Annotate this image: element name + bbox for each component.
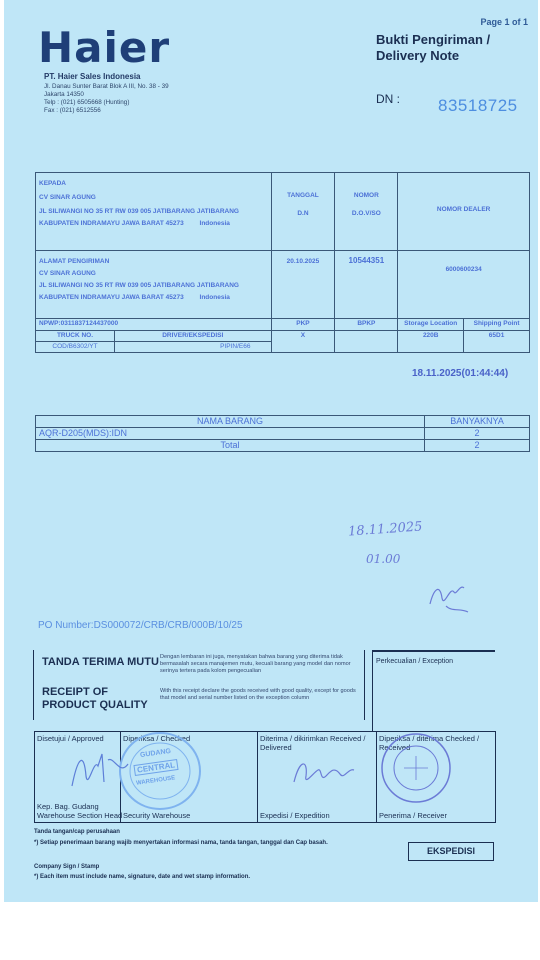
- handwritten-signature-icon: [426, 578, 474, 618]
- pkp-value-cell: [271, 331, 335, 353]
- npwp-cell: [36, 319, 272, 331]
- truck-driver-cell: [36, 331, 272, 353]
- document-title: [376, 32, 490, 64]
- ekspedisi-label: EKSPEDISI: [408, 842, 494, 861]
- item-name-header: NAMA BARANG: [36, 416, 425, 428]
- tanggal-header: TANGGAL: [287, 192, 319, 199]
- shipping-date: 20.10.2025: [286, 258, 320, 265]
- stamp-text-2: CENTRAL: [133, 759, 178, 776]
- stamp-text-1: GUDANG: [139, 747, 172, 760]
- tanda-tangan-label: Tanda tangan/cap perusahaan: [34, 829, 120, 835]
- bpkp-value-cell: [335, 331, 398, 353]
- shipping-number-cell: [335, 251, 398, 319]
- dealer-number: 6000600234: [445, 266, 482, 273]
- items-table: [35, 415, 530, 452]
- recipient-cell: [36, 173, 272, 251]
- recipient-table: [35, 172, 530, 353]
- receiver-label: Penerima / Receiver: [379, 811, 447, 820]
- company-sign-label: Company Sign / Stamp: [34, 864, 100, 870]
- recipient-country: Indonesia: [199, 220, 230, 227]
- total-label: Total: [36, 440, 425, 452]
- truck-header: TRUCK NO.: [36, 331, 115, 342]
- shipping-number: 10544351: [348, 256, 385, 265]
- shipping-point-value: 65D1: [488, 332, 505, 339]
- security-label: Security Warehouse: [123, 811, 191, 820]
- dn-number: 83518725: [438, 96, 518, 115]
- driver-header: DRIVER/EKSPEDISI: [115, 331, 271, 342]
- checked-label: Diperiksa / Checked: [123, 734, 191, 743]
- storage-value-cell: [398, 331, 464, 353]
- item-qty: 2: [425, 428, 530, 440]
- company-telp: Telp : (021) 6505668 (Hunting): [44, 99, 130, 106]
- sig-col-divider-3: [376, 732, 377, 822]
- print-datetime: 18.11.2025(01:44:44): [412, 368, 509, 379]
- tanggal-header-cell: [271, 173, 335, 251]
- driver-value: PIPIN/E66: [115, 342, 271, 353]
- dealer-header-cell: [398, 173, 530, 251]
- document-title-id: Bukti Pengiriman /: [376, 32, 491, 47]
- page-indicator: Page 1 of 1: [480, 17, 528, 27]
- receiver-seal-icon: [378, 730, 454, 806]
- truck-value: COD/B6302/YT: [36, 342, 115, 353]
- warehouse-head-label-1: Kep. Bag. Gudang: [37, 802, 99, 811]
- company-name: PT. Haier Sales Indonesia: [44, 72, 141, 81]
- sig-col-divider-2: [257, 732, 258, 822]
- shipping-point-header: Shipping Point: [464, 319, 530, 331]
- expedition-label: Expedisi / Expedition: [260, 811, 330, 820]
- exception-label: Perkecualian / Exception: [376, 658, 454, 665]
- shipping-date-cell: [271, 251, 335, 319]
- document-title-en: Delivery Note: [376, 48, 460, 63]
- company-fax: Fax : (021) 6512556: [44, 107, 101, 114]
- dealer-header: NOMOR DEALER: [436, 206, 491, 213]
- shipping-cell: [36, 251, 272, 319]
- recipient-address-2: KABUPATEN INDRAMAYU JAWA BARAT 45273: [39, 220, 184, 227]
- nomor-header-cell: [335, 173, 398, 251]
- warehouse-head-label-2: Warehouse Section Head: [37, 811, 123, 820]
- approved-label: Disetujui / Approved: [37, 734, 104, 743]
- tanggal-sub: D.N: [297, 210, 309, 217]
- shipping-address-1: JL SILIWANGI NO 35 RT RW 039 005 JATIBARANG JATIBARANG: [39, 282, 239, 289]
- tanda-terima-mutu: TANDA TERIMA MUTU: [42, 656, 159, 668]
- checked-received-label: Diperiksa / diterima Checked / Received: [379, 734, 480, 752]
- po-number: PO Number:DS000072/CRB/CRB/000B/10/25: [38, 620, 243, 631]
- recipient-address-1: JL SILIWANGI NO 35 RT RW 039 005 JATIBARANG JATIBARANG: [39, 208, 239, 215]
- shipping-address-2: KABUPATEN INDRAMAYU JAWA BARAT 45273: [39, 294, 184, 301]
- total-qty: 2: [425, 440, 530, 452]
- stamp-text-3: WAREHOUSE: [135, 775, 176, 787]
- shipping-name: CV SINAR AGUNG: [39, 270, 96, 277]
- storage-value: 220B: [422, 332, 439, 339]
- kepada-label: KEPADA: [39, 180, 66, 187]
- pkp-header: PKP: [271, 319, 335, 331]
- company-address-1: Jl. Danau Sunter Barat Blok A III, No. 38 - 39: [44, 83, 169, 90]
- recipient-name: CV SINAR AGUNG: [39, 194, 96, 201]
- receipt-text-id: Dengan lembaran ini juga, menyatakan bahwa barang yang diterima tidak bermasalah secara manajemen mutu, kecuali barang yang model dan nomor serinya tertera pada kolom pengecualian: [160, 654, 351, 674]
- bpkp-header: BPKP: [335, 319, 398, 331]
- company-address-2: Jakarta 14350: [44, 91, 84, 98]
- pkp-value: X: [300, 332, 306, 339]
- expedition-signature-icon: [290, 752, 360, 792]
- storage-header: Storage Location: [398, 319, 464, 331]
- handwritten-date: 18.11.2025: [347, 519, 423, 540]
- note-en: *) Each item must include name, signature, date and wet stamp information.: [34, 874, 251, 880]
- npwp: NPWP:0311837124437000: [39, 320, 119, 327]
- handwritten-time: 01.00: [366, 552, 401, 566]
- haier-logo: Haier: [38, 23, 171, 72]
- delivered-label: Diterima / dikirimkan Received / Delivered: [260, 734, 366, 752]
- receipt-of-product-quality: RECEIPT OF PRODUCT QUALITY: [42, 686, 148, 711]
- note-id: *) Setiap penerimaan barang wajib menyertakan informasi nama, tanda tangan, tanggal dan Cap basah.: [34, 840, 328, 846]
- item-name: AQR-D205(MDS):IDN: [36, 428, 425, 440]
- shipping-point-value-cell: [464, 331, 530, 353]
- dealer-number-cell: [398, 251, 530, 319]
- approver-signature-icon: [68, 746, 138, 796]
- table-row: [36, 428, 530, 440]
- nomor-header: NOMOR: [353, 192, 379, 199]
- shipping-country: Indonesia: [199, 294, 230, 301]
- receipt-text-en: With this receipt declare the goods received with good quality, except for goods that model and serial number listed on the exception column: [160, 688, 356, 701]
- nomor-sub: D.O.V/SO: [351, 210, 381, 217]
- item-qty-header: BANYAKNYA: [425, 416, 530, 428]
- shipping-label: ALAMAT PENGIRIMAN: [39, 258, 110, 265]
- dn-label: DN :: [376, 92, 400, 106]
